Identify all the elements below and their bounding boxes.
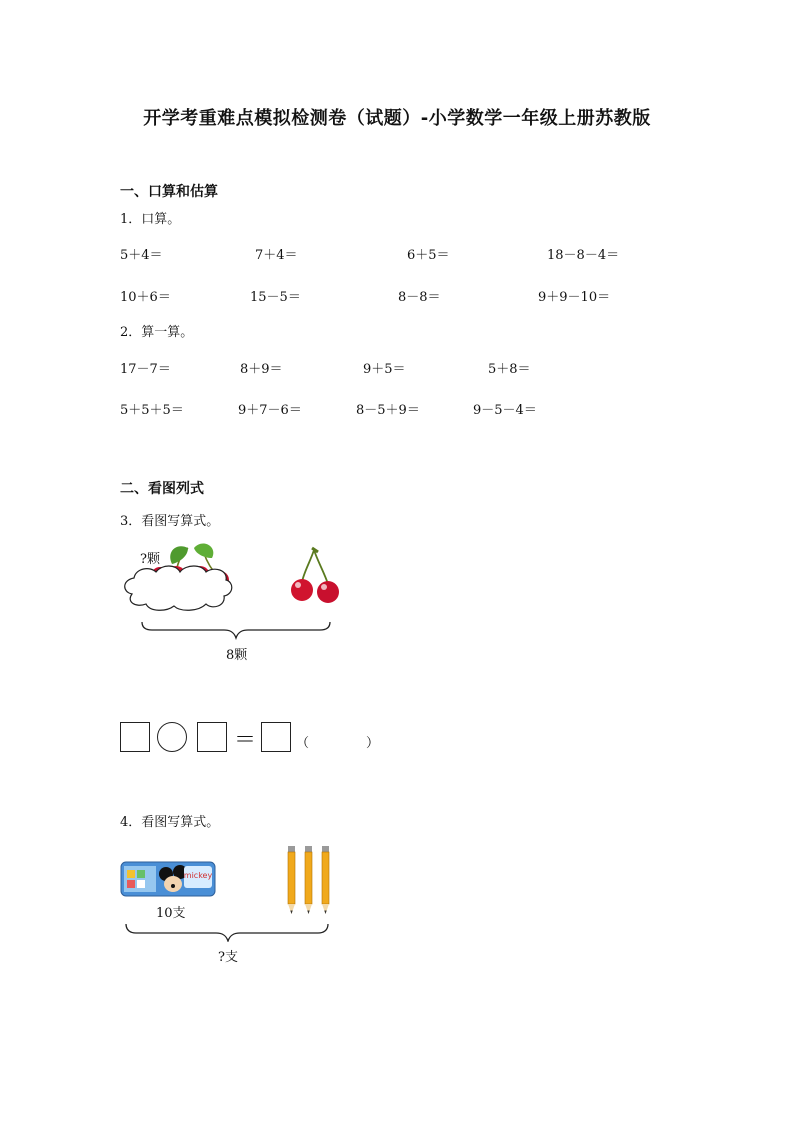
cloud-icon xyxy=(125,566,232,610)
equation: 15－5＝ xyxy=(250,290,301,305)
box-count-label: 10支 xyxy=(156,906,186,921)
equation: 8－8＝ xyxy=(398,290,441,305)
total-count-label: 8颗 xyxy=(226,648,248,663)
equation: 8－5＋9＝ xyxy=(356,403,420,418)
equation: 6＋5＝ xyxy=(407,248,450,263)
brace-icon xyxy=(142,622,330,638)
equation: 9＋9－10＝ xyxy=(538,290,611,305)
page-title: 开学考重难点模拟检测卷（试题）-小学数学一年级上册苏教版 xyxy=(143,108,651,129)
equation: 9＋5＝ xyxy=(363,362,406,377)
pencil-icon xyxy=(305,846,312,914)
answer-box[interactable] xyxy=(261,722,291,752)
brace-icon xyxy=(126,924,328,941)
equation: 5＋4＝ xyxy=(120,248,163,263)
equation: 8＋9＝ xyxy=(240,362,283,377)
total-count-label: ?支 xyxy=(218,950,238,965)
answer-box[interactable] xyxy=(197,722,227,752)
equation: 18－8－4＝ xyxy=(547,248,620,263)
operator-circle[interactable] xyxy=(157,722,187,752)
unit-blank[interactable] xyxy=(312,732,366,748)
unit-paren-open: （ xyxy=(296,736,310,751)
section-heading-1: 一、口算和估算 xyxy=(120,184,218,200)
unit-paren-close: ） xyxy=(366,736,380,751)
cherry-icon xyxy=(291,548,339,603)
question-3-label: 3．看图写算式。 xyxy=(120,514,220,529)
answer-box[interactable] xyxy=(120,722,150,752)
equation: 17－7＝ xyxy=(120,362,171,377)
pencil-box-text: mickey xyxy=(183,871,213,880)
equation: 5＋8＝ xyxy=(488,362,531,377)
equation: 9－5－4＝ xyxy=(473,403,537,418)
question-1-label: 1．口算。 xyxy=(120,212,181,227)
equation: 9＋7－6＝ xyxy=(238,403,302,418)
pencil-icon xyxy=(288,846,295,914)
pencil-box-illustration xyxy=(118,842,338,942)
equals-sign: ＝ xyxy=(234,728,257,753)
question-4-label: 4．看图写算式。 xyxy=(120,815,220,830)
section-heading-2: 二、看图列式 xyxy=(120,481,204,497)
pencil-box-icon xyxy=(121,862,215,896)
equation: 5＋5＋5＝ xyxy=(120,403,184,418)
equation: 10＋6＝ xyxy=(120,290,171,305)
question-2-label: 2．算一算。 xyxy=(120,325,194,340)
hidden-count-label: ?颗 xyxy=(140,552,160,567)
equation: 7＋4＝ xyxy=(255,248,298,263)
pencil-icon xyxy=(322,846,329,914)
